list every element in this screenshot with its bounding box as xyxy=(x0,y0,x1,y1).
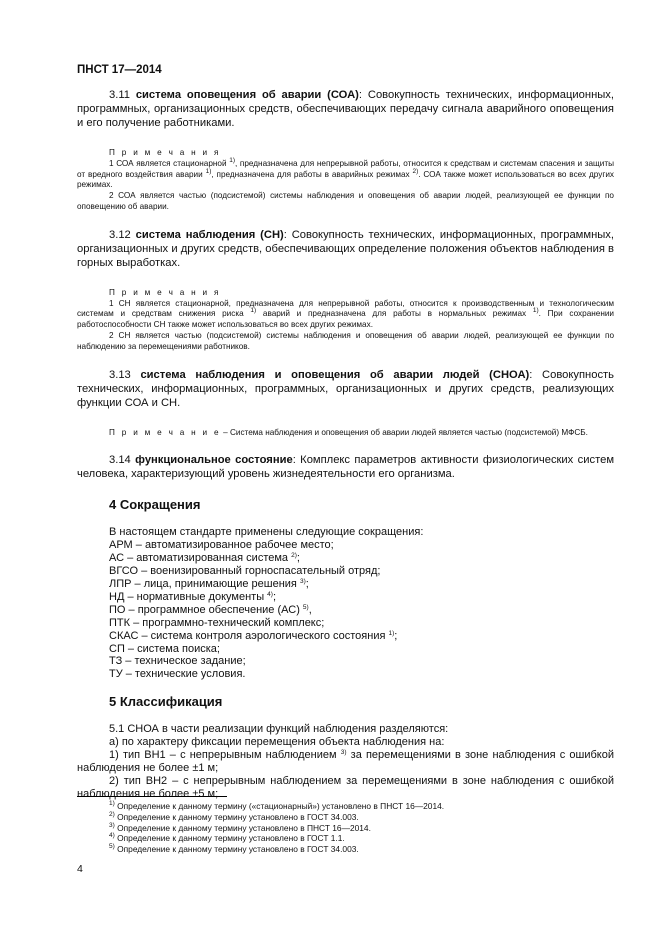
page-content xyxy=(77,88,614,801)
abbreviation-item: ВГСО – военизированный горноспасательный отряд; xyxy=(109,565,381,578)
note-item: 1 СН является стационарной, предназначена для непрерывной работы, относится к производственным и технологическим системам и средствам снижения риска $^{1)}$ аварий и предназначена для работы в нормальных режимах $^{1)}$. При сохранении работоспособности СН также может использоваться во всех других режимах. xyxy=(77,298,614,330)
term-3-14 xyxy=(77,453,614,481)
footnote-item: $^{5)}$ Определение к данному термину установлено в ГОСТ 34.003. xyxy=(109,843,359,855)
abbreviation-item: ПО – программное обеспечение (АС) $^{5)}$, xyxy=(109,603,312,616)
note-item: 2 СОА является частью (подсистемой) системы наблюдения и оповещения об аварии людей, реализующей ее функции по оповещению об аварии. xyxy=(77,191,614,211)
term-name: система оповещения об аварии (СОА) xyxy=(135,89,359,101)
clause-5-1-a: а) по характеру фиксации перемещения объекта наблюдения на: xyxy=(109,736,445,749)
term-name: система наблюдения (СН) xyxy=(135,228,284,241)
clause-5-1: 5.1 СНОА в части реализации функций наблюдения разделяются: xyxy=(109,723,449,736)
footnote-item: $^{1)}$ Определение к данному термину («стационарный») установлено в ПНСТ 16—2014. xyxy=(109,800,445,811)
term-definition: : Совокупность технических, информационных, программных, организационных средств, обеспечивающих передачу сигнала аварийного оповещения и его получение работниками. xyxy=(77,89,614,129)
notes-label: П р и м е ч а н и я xyxy=(109,148,221,157)
note-item: 1 СОА является стационарной $^{1)}$, предназначена для непрерывной работы, относится к средствам и системам спасения и защиты от вредного воздействия аварии $^{1)}$, предназначена для работы в аварийных режимах $^{2)}$. СОА также может использоваться во всех других режимах. xyxy=(77,156,614,190)
document-header: ПНСТ 17—2014 xyxy=(77,64,162,76)
abbreviation-item: СКАС – система контроля аэрологического состояния $^{1)}$; xyxy=(109,629,398,642)
abbreviation-item: НД – нормативные документы $^{4)}$; xyxy=(109,590,277,603)
abbreviation-item: СП – система поиска; xyxy=(109,642,220,655)
page-number: 4 xyxy=(77,863,83,875)
term-name: функциональное состояние xyxy=(135,454,293,467)
clause-5-1-a-2: 2) тип ВН2 – с непрерывным наблюдением за перемещениями в зоне наблюдения с ошибкой наблюдения не более ±5 м; xyxy=(77,774,614,800)
term-3-12 xyxy=(77,228,614,270)
notes-3-12 xyxy=(77,288,614,353)
term-number: 3.13 xyxy=(109,368,131,381)
term-number: 3.11 xyxy=(109,89,130,101)
term-3-11 xyxy=(77,88,614,130)
footnote-separator xyxy=(77,796,227,797)
note-item: 2 СН является частью (подсистемой) системы наблюдения и оповещения об аварии людей, реализующей ее функции по наблюдению за перемещениями работников. xyxy=(77,330,614,351)
abbreviation-item: ТУ – технические условия. xyxy=(109,668,246,681)
notes-label: П р и м е ч а н и я xyxy=(109,287,221,297)
section-5-title: 5 Классификация xyxy=(109,694,223,710)
footnotes xyxy=(109,801,444,855)
clause-5-1-a-1: 1) тип ВН1 – с непрерывным наблюдением $^{3)}$ за перемещениями в зоне наблюдения с ошибкой наблюдения не более ±1 м; xyxy=(77,749,614,774)
term-definition: : Совокупность технических, информационных, программных, организационных и других средств, обеспечивающих определение положения объектов наблюдения в горных выработках. xyxy=(77,228,614,269)
note-label: П р и м е ч а н и е xyxy=(109,427,221,437)
notes-3-11 xyxy=(77,148,614,213)
abbreviations-list xyxy=(77,539,614,681)
abbreviation-item: ПТК – программно-технический комплекс; xyxy=(109,616,325,629)
footnote-item: $^{4)}$ Определение к данному термину установлено в ГОСТ 1.1. xyxy=(109,832,345,844)
term-3-13 xyxy=(77,368,614,410)
term-number: 3.12 xyxy=(109,228,131,241)
term-name: система наблюдения и оповещения об аварии людей (СНОА) xyxy=(140,368,530,381)
abbreviation-item: АС – автоматизированная система $^{2)}$; xyxy=(109,552,300,565)
abbreviation-item: ЛПР – лица, принимающие решения $^{3)}$; xyxy=(109,577,309,590)
note-3-13 xyxy=(77,428,614,439)
abbreviation-item: ТЗ – техническое задание; xyxy=(109,655,246,668)
section-4-title: 4 Сокращения xyxy=(109,497,201,513)
abbreviation-item: АРМ – автоматизированное рабочее место; xyxy=(109,539,334,552)
footnote-item: $^{3)}$ Определение к данному термину установлено в ПНСТ 16—2014. xyxy=(109,821,371,833)
footnote-item: $^{2)}$ Определение к данному термину установлено в ГОСТ 34.003. xyxy=(109,810,359,822)
note-item: П р и м е ч а н и е – Система наблюдения и оповещения об аварии людей является частью (подсистемой) МФСБ. xyxy=(109,427,588,437)
term-number: 3.14 xyxy=(109,454,131,467)
term-definition: : Совокупность технических, информационных, программных, организационных и других средств, реализующих функции СОА и СН. xyxy=(77,368,614,409)
term-definition: : Комплекс параметров активности физиологических систем человека, характеризующий уровень жизнедеятельности его организма. xyxy=(77,454,615,481)
abbreviations-intro: В настоящем стандарте применены следующие сокращения: xyxy=(109,526,424,539)
